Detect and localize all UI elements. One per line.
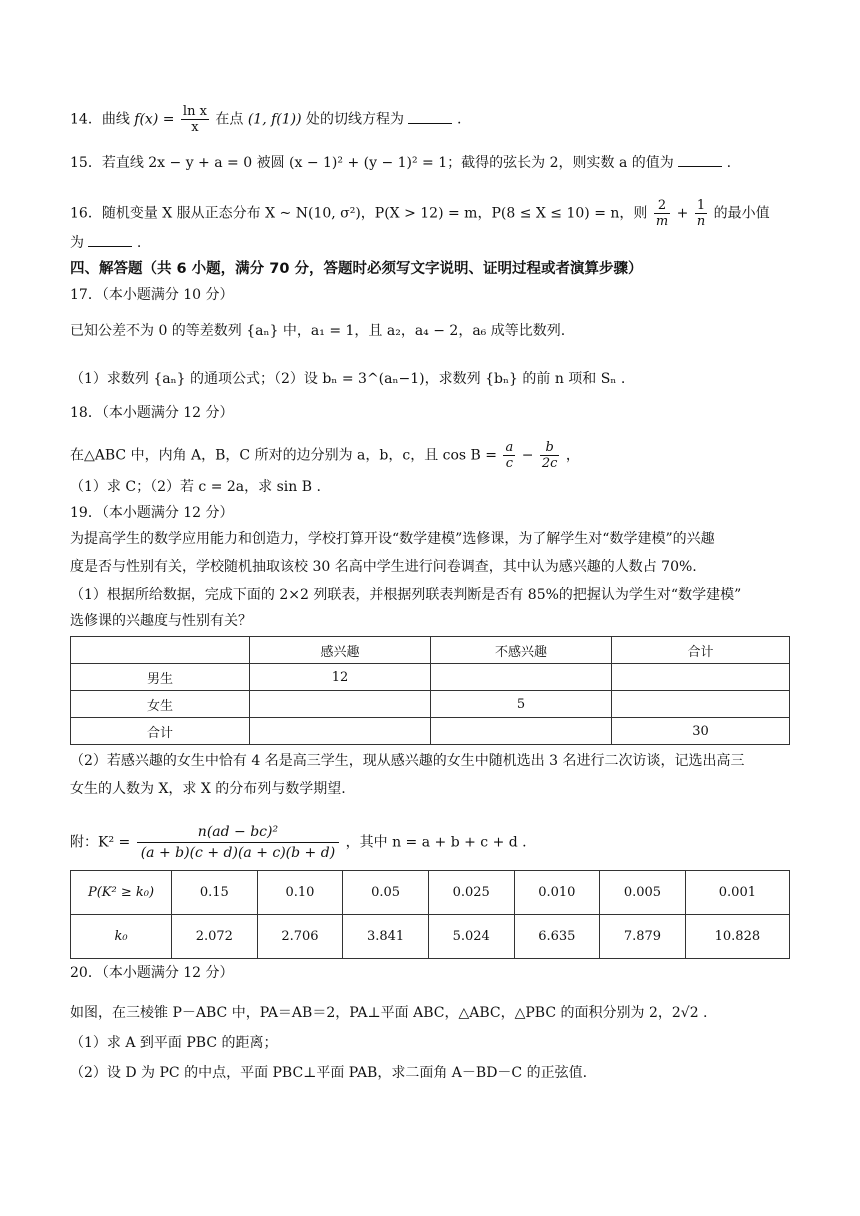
table-cell — [71, 871, 172, 915]
table-cell: 0.005 — [600, 871, 686, 915]
formula-suffix: ，其中 n = a + b + c + d . — [345, 834, 527, 851]
table-cell — [612, 664, 790, 691]
q18-frac1-den: c — [505, 456, 513, 471]
q20-part2: （2）设 D 为 PC 的中点，平面 PBC⊥平面 PAB，求二面角 A－BD－C 的正弦值. — [70, 1065, 588, 1081]
q18-head: 18．（本小题满分 12 分） — [70, 405, 234, 421]
table-cell: 0.025 — [428, 871, 514, 915]
table-cell: 7.879 — [600, 915, 686, 959]
q20-head: 20．（本小题满分 12 分） — [70, 965, 234, 981]
q14-point: (1, f(1)) — [247, 111, 302, 128]
answer-blank — [88, 232, 132, 247]
table-cell: 感兴趣 — [250, 637, 431, 664]
q18-parts: （1）求 C；（2）若 c = 2a，求 sin B . — [70, 479, 321, 495]
table-cell: 30 — [612, 718, 790, 745]
q18-frac1-num: a — [505, 440, 514, 455]
q16-tail: 的最小值 — [713, 205, 770, 222]
q18-frac2-den: 2c — [541, 456, 558, 471]
table-row — [71, 871, 790, 915]
table-cell: 合计 — [71, 718, 250, 745]
q14-frac-num: ln x — [182, 104, 207, 119]
q17-head: 17．（本小题满分 10 分） — [70, 287, 234, 303]
q14-fx: f(x) = — [134, 111, 175, 128]
q14-tail: 在点 — [215, 111, 244, 128]
table-cell — [71, 637, 250, 664]
table-cell — [250, 718, 431, 745]
q18-frac-1 — [503, 440, 515, 471]
q16-line2: 为 — [70, 235, 84, 251]
q17-parts: （1）求数列 {aₙ} 的通项公式；（2）设 bₙ = 3^(aₙ−1)，求数列 {bₙ} 的前 n 项和 Sₙ . — [70, 371, 626, 387]
ktable-row2-label: k₀ — [114, 929, 128, 944]
q14-label: 14．曲线 — [70, 111, 130, 128]
table-cell: 0.15 — [172, 871, 258, 915]
table-cell: 2.072 — [172, 915, 258, 959]
q16-plus: + — [676, 205, 689, 222]
q14-fraction — [181, 104, 209, 135]
q20-body: 如图，在三棱锥 P－ABC 中，PA＝AB＝2，PA⊥平面 ABC，△ABC，△PBC 的面积分别为 2，2√2 . — [70, 1005, 708, 1021]
q18-body-line — [70, 440, 790, 471]
table-cell — [612, 691, 790, 718]
table-cell: 不感兴趣 — [431, 637, 612, 664]
q14-frac-den: x — [191, 120, 199, 135]
table-cell: 0.001 — [685, 871, 789, 915]
ktable-row1-label: P(K² ≥ k₀) — [87, 885, 155, 900]
contingency-table — [70, 636, 790, 745]
table-cell — [431, 664, 612, 691]
q16-frac-1 — [654, 198, 670, 229]
table-cell: 10.828 — [685, 915, 789, 959]
table-cell: 0.010 — [514, 871, 600, 915]
table-cell: 女生 — [71, 691, 250, 718]
table-cell: 2.706 — [257, 915, 343, 959]
q15-text: 15．若直线 2x − y + a = 0 被圆 (x − 1)² + (y − 1)² = 1；截得的弦长为 2，则实数 a 的值为 — [70, 155, 674, 171]
table-row — [71, 691, 790, 718]
answer-blank — [408, 109, 452, 124]
table-cell — [250, 691, 431, 718]
table-cell: 合计 — [612, 637, 790, 664]
q16-end: . — [136, 235, 142, 251]
table-cell: 0.05 — [343, 871, 429, 915]
section-heading: 四、解答题（共 6 小题，满分 70 分，答题时必须写文字说明、证明过程或者演算步骤） — [70, 261, 643, 277]
table-row — [71, 915, 790, 959]
formula-den: (a + b)(c + d)(a + c)(b + d) — [140, 845, 336, 861]
table-cell: 3.841 — [343, 915, 429, 959]
table-cell: 5 — [431, 691, 612, 718]
table-cell — [431, 718, 612, 745]
formula-prefix: 附：K² = — [70, 834, 131, 851]
q16-frac-2 — [695, 198, 707, 229]
formula-num: n(ad − bc)² — [197, 824, 279, 840]
table-row — [71, 718, 790, 745]
formula-fraction — [137, 822, 339, 863]
table-cell: 男生 — [71, 664, 250, 691]
q19-part1a: （1）根据所给数据，完成下面的 2×2 列联表，并根据列联表判断是否有 85%的把握认为学生对“数学建模” — [70, 587, 742, 603]
table-cell: 0.10 — [257, 871, 343, 915]
q18-frac2-num: b — [545, 440, 554, 455]
q20-part1: （1）求 A 到平面 PBC 的距离； — [70, 1035, 278, 1051]
table-cell — [71, 915, 172, 959]
q19-body1: 为提高学生的数学应用能力和创造力，学校打算开设“数学建模”选修课，为了解学生对“数学建模”的兴趣 — [70, 531, 715, 547]
q16-frac2-den: n — [696, 214, 706, 229]
table-cell: 5.024 — [428, 915, 514, 959]
table-cell: 12 — [250, 664, 431, 691]
q19-part2b: 女生的人数为 X，求 X 的分布列与数学期望. — [70, 781, 346, 797]
question-14 — [70, 104, 790, 135]
q19-head: 19．（本小题满分 12 分） — [70, 505, 234, 521]
q16-text: 16．随机变量 X 服从正态分布 X ~ N(10, σ²)，P(X > 12) = m，P(8 ≤ X ≤ 10) = n，则 — [70, 205, 648, 222]
table-row — [71, 664, 790, 691]
question-16-line2 — [70, 232, 790, 254]
q16-frac2-num: 1 — [695, 198, 707, 214]
q19-part1b: 选修课的兴趣度与性别有关？ — [70, 613, 252, 629]
q18-body: 在△ABC 中，内角 A，B，C 所对的边分别为 a，b，c，且 cos B = — [70, 447, 498, 464]
table-header-row — [71, 637, 790, 664]
q19-formula — [70, 822, 790, 863]
q16-frac1-den: m — [655, 214, 669, 229]
q19-body2: 度是否与性别有关，学校随机抽取该校 30 名高中学生进行问卷调查，其中认为感兴趣的人数占 70%. — [70, 559, 697, 575]
question-15 — [70, 152, 790, 174]
q15-end: . — [726, 155, 732, 171]
q17-body: 已知公差不为 0 的等差数列 {aₙ} 中，a₁ = 1，且 a₂，a₄ − 2，a₆ 成等比数列. — [70, 323, 566, 339]
q16-frac1-num: 2 — [654, 198, 670, 214]
table-cell: 6.635 — [514, 915, 600, 959]
q18-minus: − — [521, 447, 534, 464]
question-16 — [70, 198, 790, 229]
critical-value-table — [70, 870, 790, 959]
q19-part2a: （2）若感兴趣的女生中恰有 4 名是高三学生，现从感兴趣的女生中随机选出 3 名进行二次访谈，记选出高三 — [70, 753, 745, 769]
q14-end: . — [456, 111, 462, 128]
q14-tail2: 处的切线方程为 — [306, 111, 405, 128]
q18-comma: ， — [565, 447, 580, 464]
q18-frac-2 — [540, 440, 560, 471]
answer-blank — [678, 152, 722, 167]
